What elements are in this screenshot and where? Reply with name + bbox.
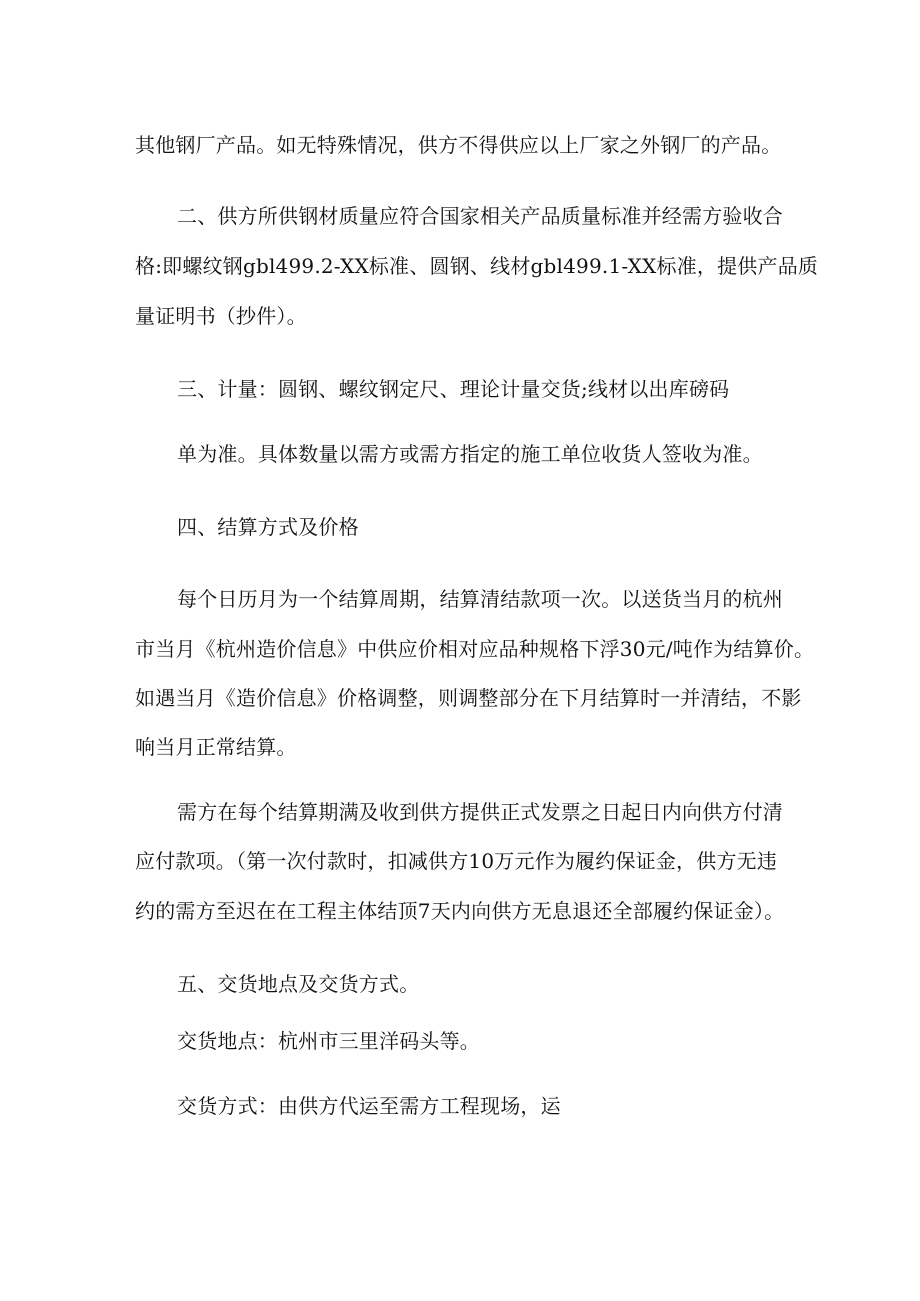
paragraph-line: 格:即螺纹钢gbl499.2-XX标准、圆钢、线材gbl499.1-XX标准，提供产品质 [135, 254, 819, 278]
paragraph-line: 市当月《杭州造价信息》中供应价相对应品种规格下浮30元/吨作为结算价。 [135, 637, 815, 661]
paragraph-line: 单为准。具体数量以需方或需方指定的施工单位收货人签收为准。 [177, 442, 763, 466]
section-heading: 五、交货地点及交货方式。 [177, 972, 420, 996]
section-heading: 四、结算方式及价格 [177, 515, 359, 539]
paragraph-line: 量证明书（抄件）。 [135, 304, 307, 328]
section-heading: 三、计量：圆钢、螺纹钢定尺、理论计量交货;线材以出库磅码 [177, 377, 730, 401]
paragraph-line: 二、供方所供钢材质量应符合国家相关产品质量标准并经需方验收合 [177, 204, 783, 228]
paragraph-line: 应付款项。（第一次付款时，扣减供方10万元作为履约保证金，供方无违 [135, 849, 778, 873]
paragraph-line: 需方在每个结算期满及收到供方提供正式发票之日起日内向供方付清 [177, 800, 783, 824]
paragraph-line: 响当月正常结算。 [135, 735, 297, 759]
paragraph-line: 每个日历月为一个结算周期，结算清结款项一次。以送货当月的杭州 [177, 587, 783, 611]
paragraph-line: 交货地点：杭州市三里洋码头等。 [177, 1029, 480, 1053]
paragraph-line: 其他钢厂产品。如无特殊情况，供方不得供应以上厂家之外钢厂的产品。 [135, 133, 782, 157]
paragraph-line: 交货方式：由供方代运至需方工程现场，运 [177, 1094, 561, 1118]
paragraph-line: 约的需方至迟在在工程主体结顶7天内向供方无息退还全部履约保证金）。 [135, 899, 785, 923]
paragraph-line: 如遇当月《造价信息》价格调整，则调整部分在下月结算时一并清结，不影 [135, 686, 802, 710]
